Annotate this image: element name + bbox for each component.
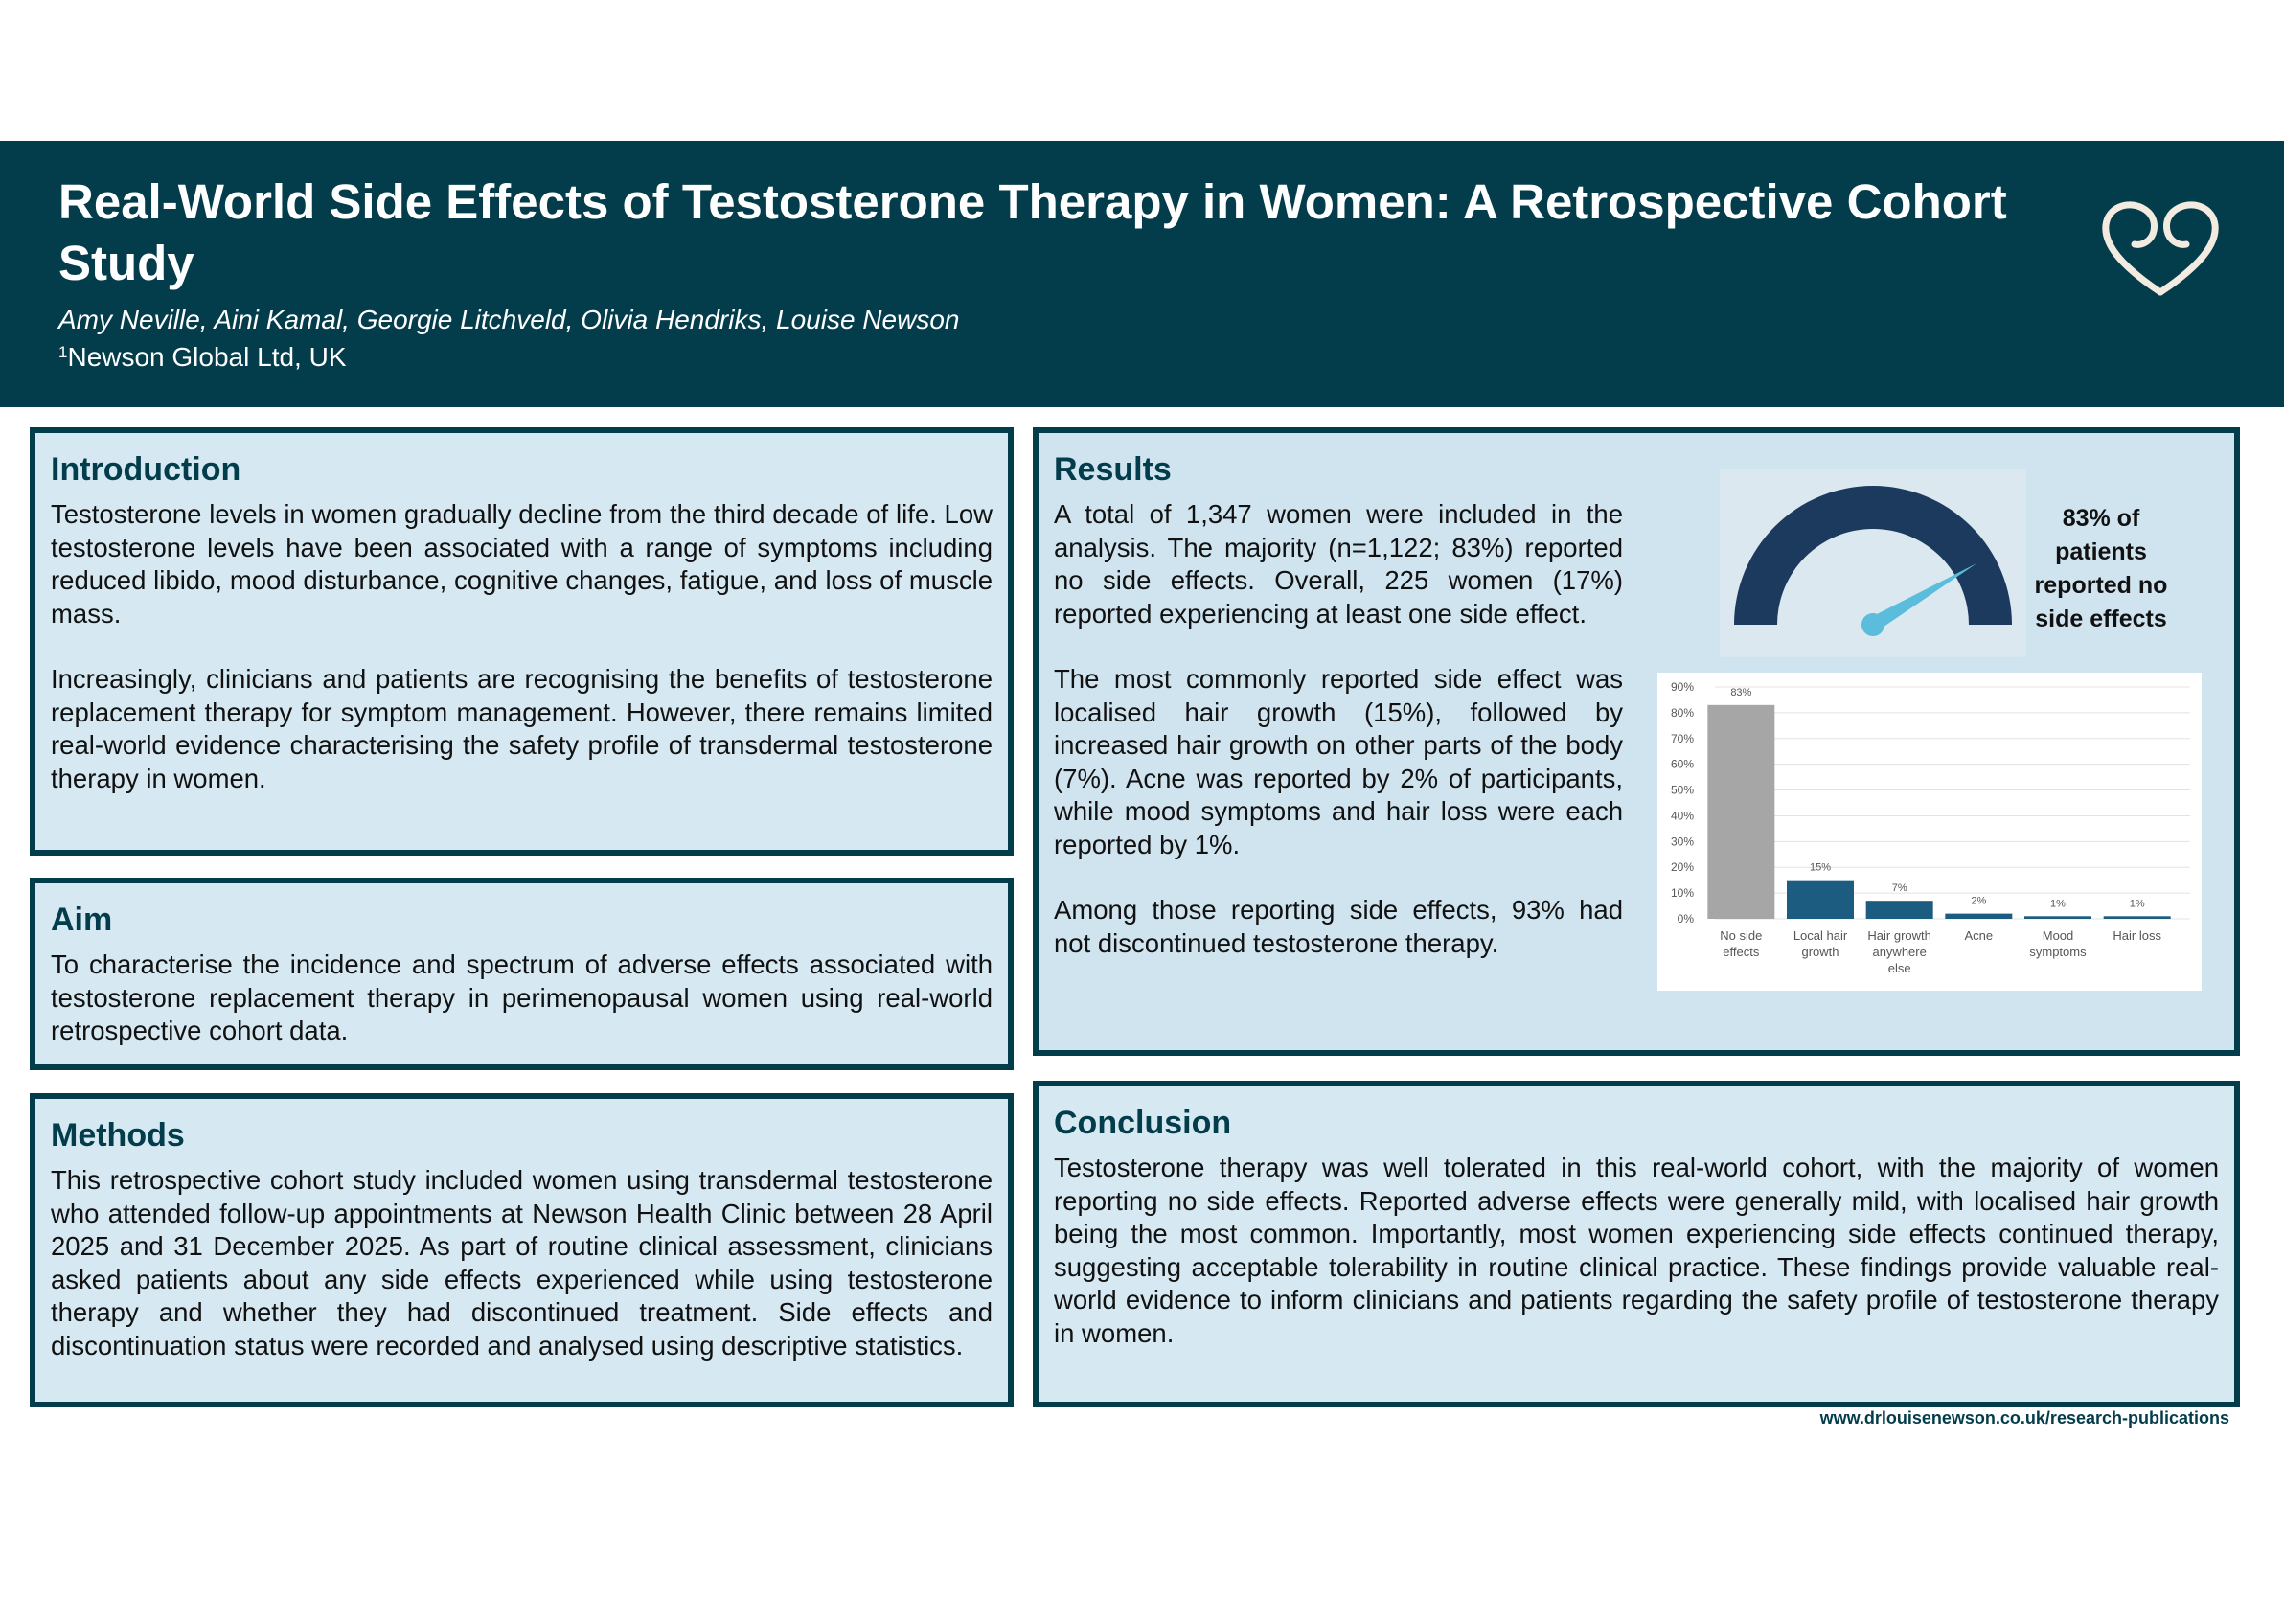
affiliation-text: Newson Global Ltd, UK <box>67 342 347 372</box>
bar <box>1787 881 1854 919</box>
results-paragraph: A total of 1,347 women were included in the analysis. The majority (n=1,122; 83%) reported no side effects. Overall, 225 women (17%) reported experiencing at least one side effect. <box>1054 499 1623 629</box>
introduction-section <box>30 427 1014 856</box>
aim-heading: Aim <box>51 902 113 938</box>
bar <box>2024 916 2091 919</box>
data-label: 15% <box>1809 861 1832 874</box>
aim-body <box>51 949 993 1048</box>
author-list: Amy Neville, Aini Kamal, Georgie Litchveld, Olivia Hendriks, Louise Newson <box>58 305 960 334</box>
results-body <box>1054 498 1623 960</box>
x-tick-label: growth <box>1801 945 1839 959</box>
introduction-heading: Introduction <box>51 451 241 488</box>
results-paragraph: Among those reporting side effects, 93% had not discontinued testosterone therapy. <box>1054 895 1623 958</box>
bar <box>1707 705 1774 919</box>
conclusion-text: Testosterone therapy was well tolerated in this real-world cohort, with the majority of women reporting no side effects. Reported adverse effects were generally mild, with localised hair growth being the most common. Importantly, most women experiencing side effects continued therapy, suggesting acceptable tolerability in routine clinical practice. These findings provide valuable real-world evidence to inform clinicians and patients regarding the safety profile of testosterone therapy in women. <box>1054 1153 2219 1348</box>
x-tick-label: Hair growth <box>1867 928 1931 943</box>
introduction-body <box>51 498 993 795</box>
methods-section <box>30 1093 1014 1407</box>
data-label: 83% <box>1730 686 1752 698</box>
gauge-card <box>1720 469 2026 657</box>
x-tick-label: anywhere <box>1872 945 1927 959</box>
x-tick-label: No side <box>1720 928 1763 943</box>
y-tick-label: 30% <box>1670 835 1694 849</box>
y-tick-label: 90% <box>1670 680 1694 694</box>
results-paragraph: The most commonly reported side effect was localised hair growth (15%), followed by increased hair growth on other parts of the body (7%). Acne was reported by 2% of participants, while mood symptoms and hair loss were each reported by 1%. <box>1054 664 1623 859</box>
data-label: 7% <box>1891 882 1907 895</box>
poster-header <box>0 141 2284 407</box>
data-label: 1% <box>2129 898 2145 910</box>
methods-body <box>51 1164 993 1362</box>
y-tick-label: 0% <box>1677 912 1694 926</box>
introduction-paragraph: Increasingly, clinicians and patients are recognising the benefits of testosterone replacement therapy for symptom management. However, there remains limited real-world evidence characterising the safety profile of transdermal testosterone therapy in women. <box>51 664 993 793</box>
gauge-label: 83% of patients reported no side effects <box>2034 505 2168 632</box>
gauge-arc <box>1734 486 2012 625</box>
y-tick-label: 60% <box>1670 757 1694 771</box>
y-tick-label: 80% <box>1670 705 1694 720</box>
x-tick-label: Mood <box>2042 928 2074 943</box>
y-tick-label: 40% <box>1670 809 1694 823</box>
data-label: 1% <box>2050 898 2066 910</box>
gauge-chart <box>1720 469 2026 657</box>
aim-section <box>30 878 1014 1070</box>
y-tick-label: 70% <box>1670 731 1694 745</box>
data-label: 2% <box>1971 895 1987 907</box>
methods-heading: Methods <box>51 1117 185 1154</box>
introduction-paragraph: Testosterone levels in women gradually decline from the third decade of life. Low testosterone levels have been associated with a range of symptoms including reduced libido, mood disturbance, cognitive changes, fatigue, and loss of muscle mass. <box>51 499 993 629</box>
x-tick-label: symptoms <box>2029 945 2087 959</box>
footer-url[interactable]: www.drlouisenewson.co.uk/research-publications <box>1819 1408 2229 1428</box>
methods-text: This retrospective cohort study included women using transdermal testosterone who attended follow-up appointments at Newson Health Clinic between 28 April 2025 and 31 December 2025. As part of routine clinical assessment, clinicians asked patients about any side effects experienced while using testosterone therapy and whether they had discontinued treatment. Side effects and discontinuation status were recorded and analysed using descriptive statistics. <box>51 1165 993 1361</box>
affiliation <box>58 336 347 374</box>
bar <box>2104 916 2171 919</box>
conclusion-body <box>1054 1152 2219 1350</box>
x-tick-label: Local hair <box>1793 928 1848 943</box>
results-section <box>1033 427 2240 1056</box>
y-tick-label: 20% <box>1670 860 1694 875</box>
x-tick-label: else <box>1887 961 1911 975</box>
y-tick-label: 50% <box>1670 783 1694 797</box>
side-effects-chart <box>1657 673 2202 991</box>
bar <box>1945 914 2012 919</box>
x-tick-label: Hair loss <box>2113 928 2161 943</box>
bar-chart-svg <box>1657 673 2202 991</box>
bar <box>1866 901 1933 919</box>
x-tick-label: effects <box>1723 945 1760 959</box>
poster-title: Real-World Side Effects of Testosterone Therapy in Women: A Retrospective Cohort Study <box>58 174 2007 290</box>
heart-logo-icon <box>2098 196 2223 300</box>
y-tick-label: 10% <box>1670 886 1694 901</box>
conclusion-heading: Conclusion <box>1054 1105 1232 1141</box>
x-tick-label: Acne <box>1964 928 1994 943</box>
results-heading: Results <box>1054 451 1172 488</box>
conclusion-section <box>1033 1081 2240 1407</box>
aim-text: To characterise the incidence and spectrum of adverse effects associated with testosterone replacement therapy in perimenopausal women using real-world retrospective cohort data. <box>51 949 993 1045</box>
affiliation-mark: 1 <box>58 343 68 361</box>
